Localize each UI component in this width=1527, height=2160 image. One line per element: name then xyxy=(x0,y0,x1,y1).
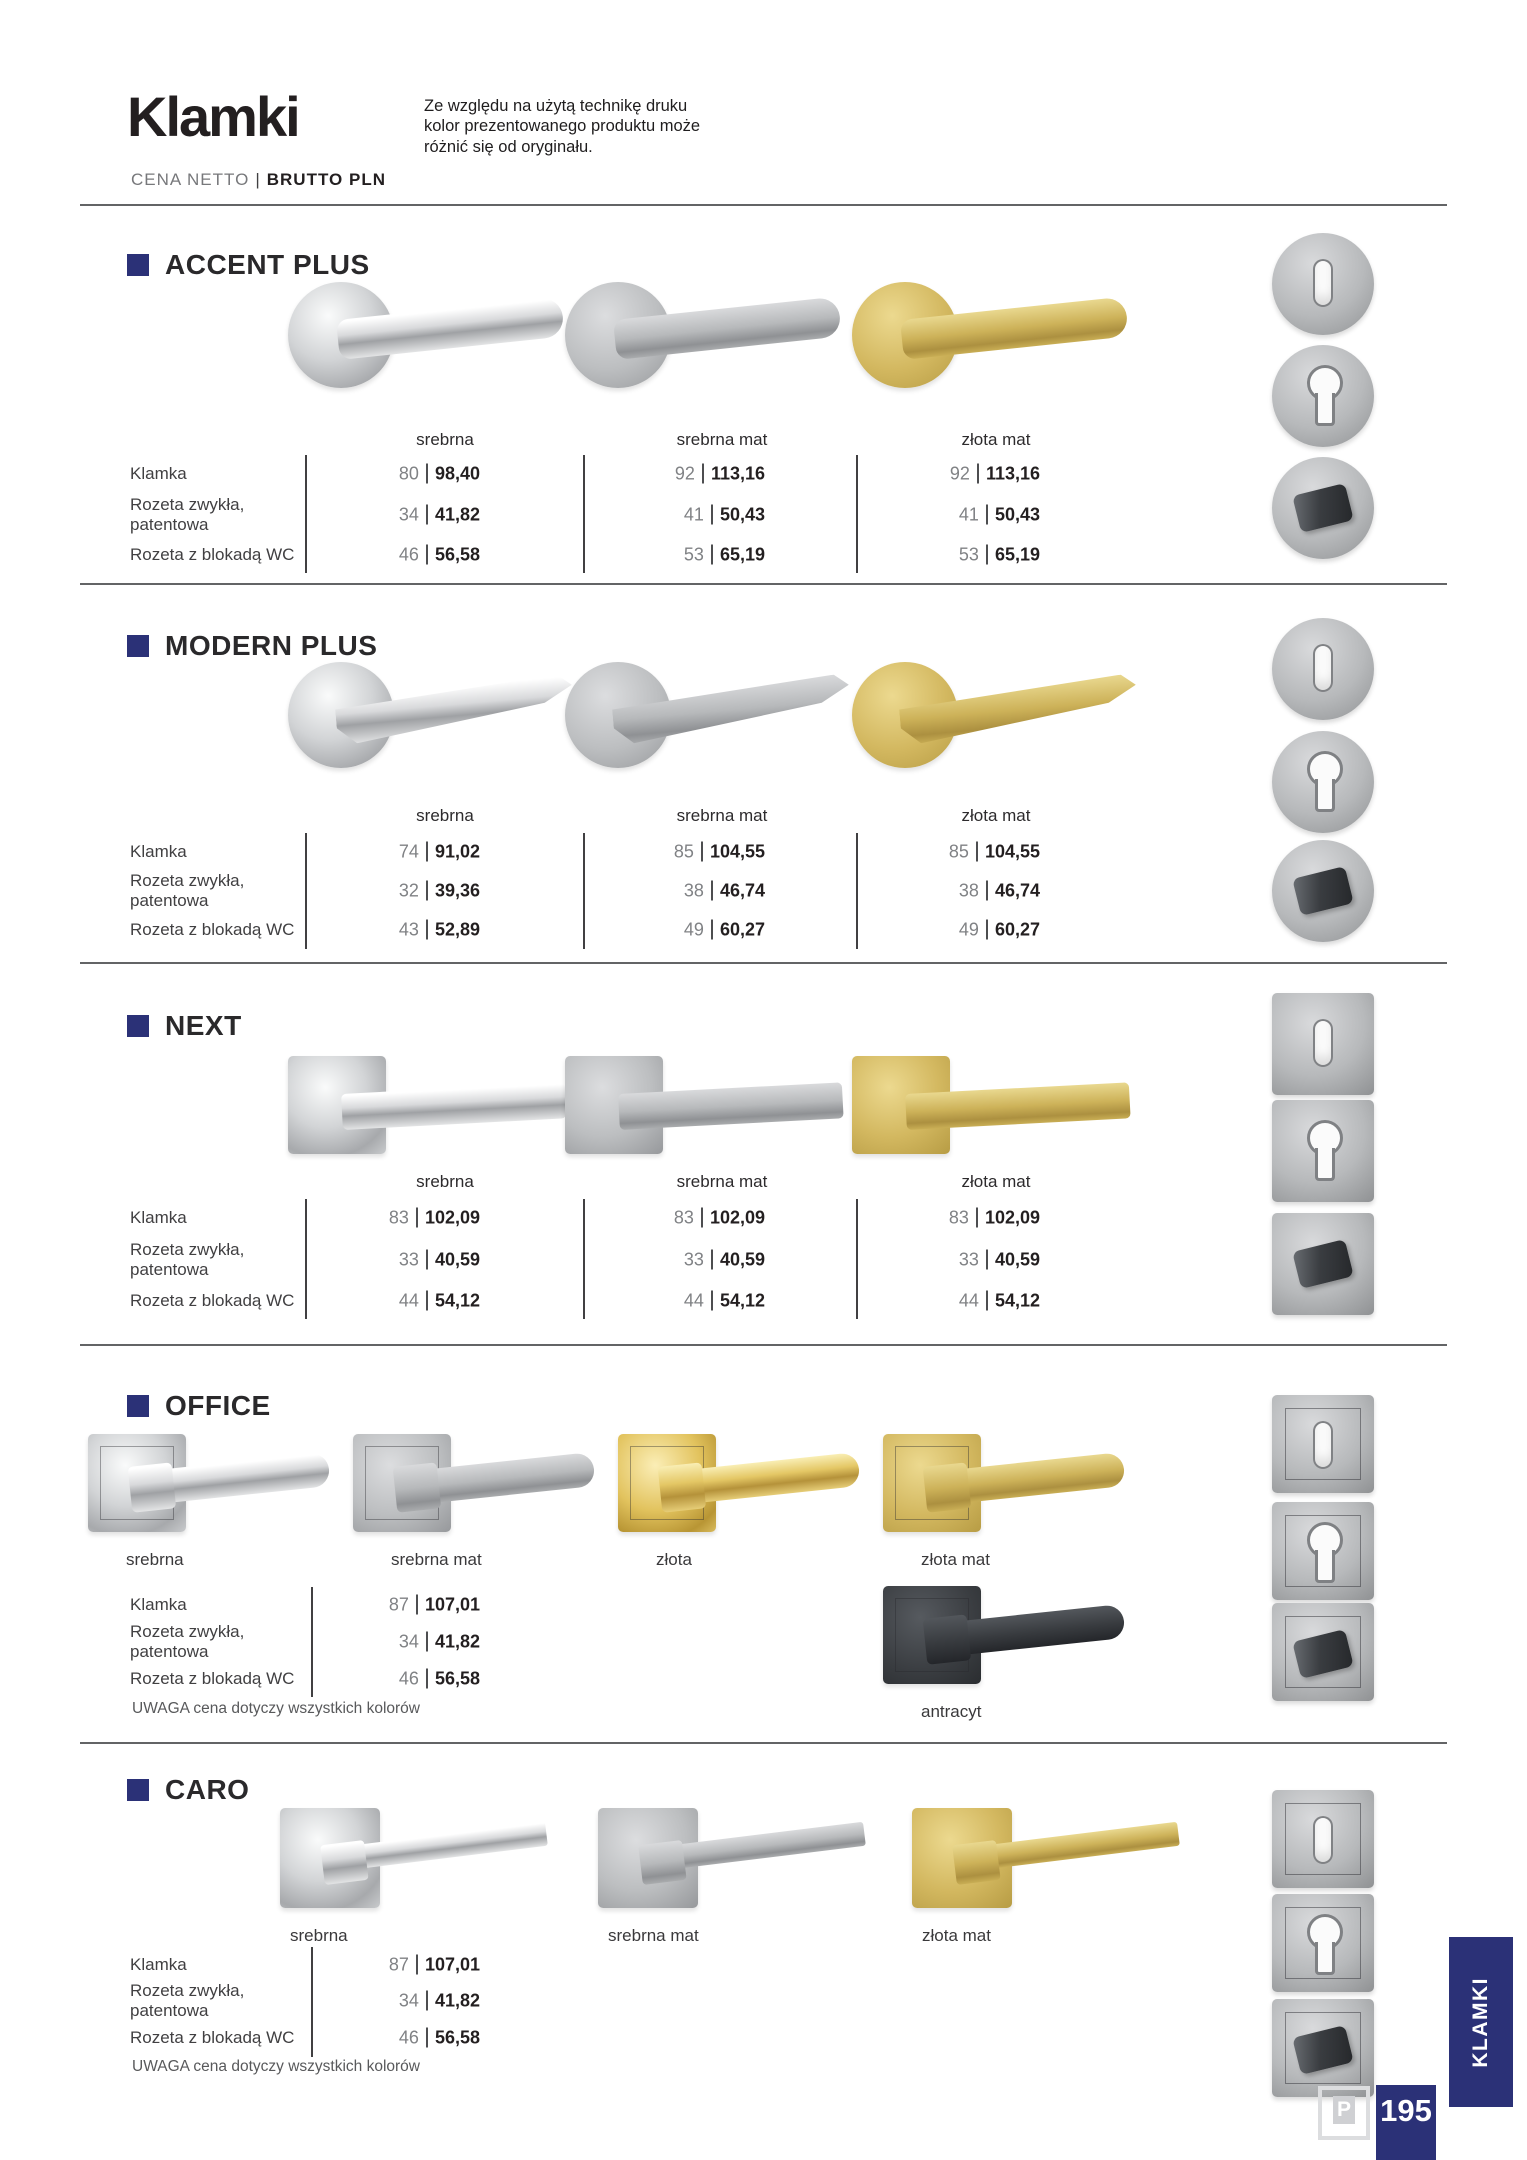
finish-column-header: srebrna xyxy=(416,430,474,449)
price-brutto: 104,55 xyxy=(984,841,1040,862)
price-netto: 41 xyxy=(683,504,704,525)
price-netto: 80 xyxy=(398,463,419,484)
price-brutto: 56,58 xyxy=(434,2027,480,2048)
price-netto: 44 xyxy=(683,1290,704,1311)
euro-cylinder-cutout xyxy=(1272,1894,1374,1992)
wc-knob xyxy=(1292,1629,1354,1679)
price-cell xyxy=(320,842,480,863)
section-header-next xyxy=(127,1010,242,1042)
product-image-accent-zlota-mat xyxy=(852,270,1152,420)
price-cell xyxy=(595,505,765,526)
disclaimer-text: Ze względu na użytą technikę druku kolor prezentowanego produktu może różnić się od oryginału. xyxy=(424,97,701,156)
keyhole-cutout xyxy=(1313,259,1333,307)
price-cell xyxy=(320,1669,480,1690)
product-image-caro-zlota-mat xyxy=(912,1800,1212,1950)
wc-knob xyxy=(1292,2025,1354,2075)
rosette-wc-image xyxy=(1272,840,1374,942)
section-header-caro xyxy=(127,1774,249,1806)
rosette-keyhole-image xyxy=(1272,993,1374,1095)
section-title: MODERN PLUS xyxy=(165,630,378,661)
table-rows xyxy=(80,836,1130,946)
price-cell xyxy=(595,1208,765,1229)
price-brutto: 54,12 xyxy=(994,1290,1040,1311)
product-image-office-antracyt xyxy=(883,1576,1183,1726)
price-netto: 92 xyxy=(674,463,695,484)
price-brutto: 102,09 xyxy=(709,1207,765,1228)
price-cell xyxy=(862,1291,1040,1312)
table-row xyxy=(80,1980,1130,2022)
price-separator xyxy=(416,1208,418,1228)
product-image-accent-srebrna-mat xyxy=(565,270,865,420)
keyhole-cutout xyxy=(1313,644,1333,692)
rosette-wc-image xyxy=(1272,457,1374,559)
price-brutto: 98,40 xyxy=(434,463,480,484)
rosette-cylinder-image xyxy=(1272,1894,1374,1992)
product-finish-label: srebrna mat xyxy=(608,1926,699,1945)
table-rows xyxy=(80,1950,1130,2054)
keyhole-cutout xyxy=(1313,1816,1333,1864)
price-unit-separator: | xyxy=(255,170,261,189)
section-bullet-icon xyxy=(127,1015,149,1037)
price-netto: 38 xyxy=(958,880,979,901)
product-image-office-zlota xyxy=(618,1424,918,1574)
price-unit-note xyxy=(131,170,386,190)
price-brutto: 104,55 xyxy=(709,841,765,862)
row-label: Rozeta z blokadą WC xyxy=(130,919,295,939)
finish-column-header: srebrna xyxy=(416,1172,474,1191)
price-cell xyxy=(595,1291,765,1312)
row-label: Rozeta z blokadą WC xyxy=(130,544,295,564)
rosette-cylinder-image xyxy=(1272,1502,1374,1600)
price-brutto: 56,58 xyxy=(434,544,480,565)
note-text: UWAGA cena dotyczy wszystkich kolorów xyxy=(132,1700,420,1717)
price-netto: 33 xyxy=(398,1249,419,1270)
rosette-cylinder-image xyxy=(1272,1100,1374,1202)
price-brutto: 46,74 xyxy=(994,880,1040,901)
price-brutto: 65,19 xyxy=(719,544,765,565)
finish-column-header: srebrna mat xyxy=(676,430,768,449)
price-cell xyxy=(320,1991,480,2012)
product-image-next-srebrna xyxy=(288,1040,588,1190)
price-cell xyxy=(320,2028,480,2049)
price-brutto: 102,09 xyxy=(424,1207,480,1228)
price-separator xyxy=(426,920,428,940)
price-cell xyxy=(862,464,1040,485)
price-brutto: 113,16 xyxy=(985,463,1040,484)
finish-column-header: srebrna mat xyxy=(676,806,768,825)
row-label: Rozeta z blokadą WC xyxy=(130,2027,295,2047)
price-cell xyxy=(320,1955,480,1976)
price-netto: 87 xyxy=(388,1594,409,1615)
row-label: Klamka xyxy=(130,1207,187,1227)
price-netto: 83 xyxy=(388,1207,409,1228)
product-image-next-srebrna-mat xyxy=(565,1040,865,1190)
table-row xyxy=(80,836,1130,868)
wc-knob xyxy=(1292,483,1354,533)
price-separator xyxy=(416,1955,418,1975)
price-separator xyxy=(711,505,713,525)
price-cell xyxy=(595,545,765,566)
price-netto: 33 xyxy=(958,1249,979,1270)
product-image-next-zlota-mat xyxy=(852,1040,1152,1190)
table-row xyxy=(80,914,1130,946)
row-label: Klamka xyxy=(130,463,187,483)
euro-cylinder-cutout xyxy=(1272,1502,1374,1600)
rosette-cylinder-image xyxy=(1272,731,1374,833)
price-cell xyxy=(320,1208,480,1229)
table-row xyxy=(80,868,1130,914)
euro-cylinder-cutout xyxy=(1272,731,1374,833)
price-cell xyxy=(320,1595,480,1616)
price-separator xyxy=(711,881,713,901)
product-image-accent-srebrna xyxy=(288,270,588,420)
price-separator xyxy=(711,1291,713,1311)
price-separator xyxy=(986,1291,988,1311)
price-separator xyxy=(426,2028,428,2048)
price-netto: 92 xyxy=(949,463,970,484)
product-finish-label: srebrna xyxy=(290,1926,348,1945)
finish-column-header: srebrna mat xyxy=(676,1172,768,1191)
product-image-modern-srebrna-mat xyxy=(565,650,865,800)
table-row xyxy=(80,1950,1130,1980)
product-image-office-srebrna xyxy=(88,1424,388,1574)
price-netto: 38 xyxy=(683,880,704,901)
section-bullet-icon xyxy=(127,1395,149,1417)
price-cell xyxy=(320,881,480,902)
price-cell xyxy=(862,842,1040,863)
price-separator xyxy=(426,842,428,862)
price-separator xyxy=(426,464,428,484)
row-label: Rozeta zwykła, patentowa xyxy=(130,1980,245,2020)
price-brutto: 40,59 xyxy=(719,1249,765,1270)
price-separator xyxy=(986,1250,988,1270)
wc-knob xyxy=(1292,866,1354,916)
keyhole-cutout xyxy=(1313,1019,1333,1067)
finish-column-header: złota mat xyxy=(961,806,1031,825)
price-brutto: 54,12 xyxy=(719,1290,765,1311)
side-tab-label: KLAMKI xyxy=(1469,1976,1492,2068)
product-finish-label: antracyt xyxy=(921,1702,982,1721)
price-separator xyxy=(426,1291,428,1311)
product-image-office-srebrna-mat xyxy=(353,1424,653,1574)
row-label: Klamka xyxy=(130,1954,187,1974)
product-finish-label: złota xyxy=(656,1550,692,1569)
price-netto: 53 xyxy=(683,544,704,565)
price-brutto: 52,89 xyxy=(434,919,480,940)
price-brutto: 50,43 xyxy=(994,504,1040,525)
price-separator xyxy=(977,464,979,484)
price-netto: 87 xyxy=(388,1954,409,1975)
section-title: ACCENT PLUS xyxy=(165,249,370,280)
finish-column-header: złota mat xyxy=(961,430,1031,449)
price-netto: 34 xyxy=(398,1631,419,1652)
rosette-keyhole-image xyxy=(1272,618,1374,720)
price-cell xyxy=(320,1291,480,1312)
price-separator xyxy=(426,1669,428,1689)
price-brutto: 50,43 xyxy=(719,504,765,525)
price-netto: 32 xyxy=(398,880,419,901)
price-separator xyxy=(711,545,713,565)
product-finish-label: srebrna mat xyxy=(391,1550,482,1569)
price-cell xyxy=(862,1250,1040,1271)
table-row xyxy=(80,458,1130,490)
brand-logo-letter: P xyxy=(1333,2096,1355,2124)
price-brutto: 91,02 xyxy=(434,841,480,862)
price-cell xyxy=(862,920,1040,941)
table-rows xyxy=(80,1202,1130,1316)
price-brutto: 41,82 xyxy=(434,504,480,525)
price-separator xyxy=(986,545,988,565)
header-divider xyxy=(80,204,1447,206)
section-bullet-icon xyxy=(127,635,149,657)
product-image-modern-srebrna xyxy=(288,650,588,800)
price-netto: 41 xyxy=(958,504,979,525)
rosette-keyhole-image xyxy=(1272,1395,1374,1493)
price-brutto: 41,82 xyxy=(434,1990,480,2011)
row-label: Rozeta zwykła, patentowa xyxy=(130,1239,245,1279)
price-cell xyxy=(320,1632,480,1653)
page-title: Klamki xyxy=(127,85,299,148)
price-separator xyxy=(426,1250,428,1270)
price-separator xyxy=(976,842,978,862)
rosette-wc-image xyxy=(1272,1999,1374,2097)
table-row xyxy=(80,490,1130,540)
euro-cylinder-cutout xyxy=(1272,345,1374,447)
euro-cylinder-cutout xyxy=(1272,1100,1374,1202)
price-unit-netto: CENA NETTO xyxy=(131,170,250,189)
price-netto: 34 xyxy=(398,504,419,525)
section-divider xyxy=(80,583,1447,585)
table-row xyxy=(80,540,1130,570)
price-brutto: 40,59 xyxy=(434,1249,480,1270)
price-cell xyxy=(320,920,480,941)
price-netto: 49 xyxy=(683,919,704,940)
price-cell xyxy=(320,505,480,526)
price-separator xyxy=(701,1208,703,1228)
price-separator xyxy=(426,545,428,565)
table-rows xyxy=(80,458,1130,570)
price-brutto: 65,19 xyxy=(994,544,1040,565)
section-bullet-icon xyxy=(127,1779,149,1801)
price-cell xyxy=(320,1250,480,1271)
price-netto: 43 xyxy=(398,919,419,940)
row-label: Klamka xyxy=(130,841,187,861)
price-separator xyxy=(711,920,713,940)
table-row xyxy=(80,2022,1130,2054)
table-row xyxy=(80,1234,1130,1286)
table-row xyxy=(80,1286,1130,1316)
section-divider xyxy=(80,1344,1447,1346)
price-unit-brutto: BRUTTO PLN xyxy=(266,170,386,189)
price-separator xyxy=(986,881,988,901)
price-separator xyxy=(711,1250,713,1270)
product-finish-label: srebrna xyxy=(126,1550,184,1569)
row-label: Rozeta zwykła, patentowa xyxy=(130,870,245,910)
price-netto: 46 xyxy=(398,1668,419,1689)
rosette-wc-image xyxy=(1272,1213,1374,1315)
product-image-office-zlota-mat xyxy=(883,1424,1183,1574)
table-row xyxy=(80,1202,1130,1234)
price-netto: 53 xyxy=(958,544,979,565)
price-netto: 83 xyxy=(948,1207,969,1228)
price-brutto: 41,82 xyxy=(434,1631,480,1652)
row-label: Rozeta z blokadą WC xyxy=(130,1290,295,1310)
section-bullet-icon xyxy=(127,254,149,276)
price-brutto: 60,27 xyxy=(994,919,1040,940)
price-netto: 85 xyxy=(673,841,694,862)
side-tab-klamki xyxy=(1449,1937,1513,2107)
price-separator xyxy=(986,920,988,940)
rosette-keyhole-image xyxy=(1272,233,1374,335)
price-cell xyxy=(595,842,765,863)
price-netto: 33 xyxy=(683,1249,704,1270)
finish-column-header: złota mat xyxy=(961,1172,1031,1191)
price-separator xyxy=(416,1595,418,1615)
price-netto: 49 xyxy=(958,919,979,940)
section-divider xyxy=(80,962,1447,964)
price-brutto: 60,27 xyxy=(719,919,765,940)
price-separator xyxy=(986,505,988,525)
price-brutto: 102,09 xyxy=(984,1207,1040,1228)
price-netto: 46 xyxy=(398,544,419,565)
finish-column-header: srebrna xyxy=(416,806,474,825)
price-cell xyxy=(595,881,765,902)
price-cell xyxy=(595,464,765,485)
rosette-wc-image xyxy=(1272,1603,1374,1701)
price-netto: 74 xyxy=(398,841,419,862)
rosette-cylinder-image xyxy=(1272,345,1374,447)
price-cell xyxy=(862,881,1040,902)
brand-logo xyxy=(1318,2086,1370,2140)
price-brutto: 39,36 xyxy=(434,880,480,901)
price-netto: 44 xyxy=(958,1290,979,1311)
price-cell xyxy=(595,920,765,941)
price-brutto: 56,58 xyxy=(434,1668,480,1689)
section-divider xyxy=(80,1742,1447,1744)
keyhole-cutout xyxy=(1313,1421,1333,1469)
section-header-office xyxy=(127,1390,271,1422)
section-title: NEXT xyxy=(165,1010,242,1041)
price-cell xyxy=(862,505,1040,526)
section-title: CARO xyxy=(165,1774,250,1805)
price-cell xyxy=(320,464,480,485)
product-image-caro-srebrna xyxy=(280,1800,580,1950)
page-number-box xyxy=(1376,2085,1436,2160)
price-cell xyxy=(595,1250,765,1271)
price-separator xyxy=(426,1991,428,2011)
product-finish-label: złota mat xyxy=(922,1926,991,1945)
price-netto: 46 xyxy=(398,2027,419,2048)
price-brutto: 107,01 xyxy=(424,1954,480,1975)
product-image-modern-zlota-mat xyxy=(852,650,1152,800)
page-number: 195 xyxy=(1380,2093,1432,2128)
price-netto: 34 xyxy=(398,1990,419,2011)
price-brutto: 40,59 xyxy=(994,1249,1040,1270)
price-netto: 44 xyxy=(398,1290,419,1311)
note-text: UWAGA cena dotyczy wszystkich kolorów xyxy=(132,2058,420,2075)
price-separator xyxy=(976,1208,978,1228)
price-separator xyxy=(702,464,704,484)
price-separator xyxy=(426,505,428,525)
price-brutto: 113,16 xyxy=(710,463,765,484)
row-label: Rozeta zwykła, patentowa xyxy=(130,1621,245,1661)
row-label: Rozeta zwykła, patentowa xyxy=(130,494,245,534)
product-image-caro-srebrna-mat xyxy=(598,1800,898,1950)
price-separator xyxy=(426,1632,428,1652)
row-label: Rozeta z blokadą WC xyxy=(130,1668,295,1688)
product-finish-label: złota mat xyxy=(921,1550,990,1569)
price-brutto: 46,74 xyxy=(719,880,765,901)
price-separator xyxy=(701,842,703,862)
price-brutto: 54,12 xyxy=(434,1290,480,1311)
price-brutto: 107,01 xyxy=(424,1594,480,1615)
price-netto: 85 xyxy=(948,841,969,862)
price-cell xyxy=(862,1208,1040,1229)
row-label: Klamka xyxy=(130,1594,187,1614)
price-separator xyxy=(426,881,428,901)
wc-knob xyxy=(1292,1239,1354,1289)
price-cell xyxy=(862,545,1040,566)
section-title: OFFICE xyxy=(165,1390,271,1421)
price-cell xyxy=(320,545,480,566)
rosette-keyhole-image xyxy=(1272,1790,1374,1888)
price-netto: 83 xyxy=(673,1207,694,1228)
